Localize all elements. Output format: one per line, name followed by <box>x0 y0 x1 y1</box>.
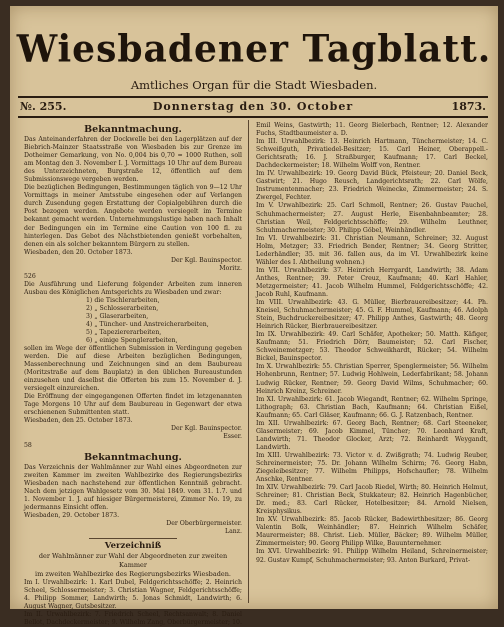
notice-paragraph: sollen im Wege der öffentlichen Submission in Verdingung gegeben werden. Die auf diese Arbeiten bezüglichen Bedingungen, Massenberechnung und Zeichnungen sind an dem Baubureau (Moritzstraße auf dem Bauplatz) in den üblichen Bureaustunden einzusehen und daselbst die Offerten bis zum 15. November d. J. versiegelt einzureichen. <box>24 344 242 393</box>
district-entry: Im VII. Urwahlbezirk: 37. Heinrich Herrgardt, Landwirth; 38. Adam Anthes, Rentner; 39. Peter Creuz, Kaufmann; 40. Karl Hahler, Metzgermeister; 41. Jacob Wilhelm Hummel, Feldgerichtsschöffe; 42. Jacob Ruhl, Kaufmann. <box>256 266 488 298</box>
district-entry: Im X. Urwahlbezirk: 55. Christian Sperrer, Spenglermeister; 56. Wilhelm Hohenbrunn, Rentner; 57. Ludwig Hohlwein, Lederfabrikant; 58. Johann Ludwig Rücker, Rentner; 59. Georg David Wilms, Schuhmacher; 60. Heinrich Kreinz, Schreiner. <box>256 363 488 395</box>
notice-signature: Der Oberbürgermeister. <box>166 519 242 527</box>
notice-date: Wiesbaden, 29. October 1873. <box>24 511 120 519</box>
issue-year: 1873. <box>451 100 486 113</box>
issue-date: Donnerstag den 30. October <box>152 100 354 113</box>
issue-number: №. 255. <box>20 100 67 113</box>
district-entry: Emil Weins, Gastwirth; 11. Georg Bielerbach, Rentner; 12. Alexander Fuchs, Stadtbaumeister a. D. <box>256 122 488 138</box>
notice-heading: Bekanntmachung. <box>84 124 182 135</box>
notice-signature-name: Moritz. <box>219 264 242 272</box>
district-entry: Im V. Urwahlbezirk: 25. Carl Schmoll, Rentner; 26. Gustav Pauchel, Schuhmachermeister; 27. August Herle, Eisenbahnbeamter; 28. Christian Weil, Feldgerichtsschöffe; 29. Wilhelm Leuthner, Schuhmachermeister; 30. Philipp Göbel, Weinhändler. <box>256 202 488 234</box>
notice-signature-name: Esser. <box>223 433 242 441</box>
notice-paragraph: Die bezüglichen Bedingungen, Bestimmungen täglich von 9—12 Uhr Vormittags in meiner Amtsstube eingesehen oder auf Verlangen durch Zusendung gegen Erstattung der Copialgebühren durch die Post bezogen werden. Angebote werden versiegelt im Termine bekannt gemacht werden. Unternehmungslustige haben nach Inhalt der Bedingungen ein im Termine eine Caution von 100 fl. zu hinterlegen. Das Gebot des Nächstbietenden genießt vorbehalten, denen ein als solcher bekanntem Bürgern zu stellen. <box>24 184 242 248</box>
work-item: 4) „ Tüncher- und Anstreicherarbeiten, <box>86 320 209 328</box>
district-entry: Im XII. Urwahlbezirk: 67. Georg Bach, Rentner; 68. Carl Steeneker, Glasermeister; 69. Jacob Kimmel, Tüncher; 70. Leonhard Kraft, Landwirth; 71. Theodor Glocker, Arzt; 72. Reinhardt Weygandt, Landwirth. <box>256 419 488 451</box>
work-list <box>24 297 242 345</box>
notice-heading: Bekanntmachung. <box>84 451 182 463</box>
list-subheading: der Wahlmänner zur Wahl der Abgeordneten zur zweiten Kammer <box>38 551 228 569</box>
notice-number: 58 <box>24 441 32 449</box>
notice-signature: Der Kgl. Bauinspector. <box>171 256 242 264</box>
work-item: 6) „ einige Spenglerarbeiten, <box>86 336 178 344</box>
notice-paragraph: Die Eröffnung der eingegangenen Offerten findet im letzgenannten Tage Morgens 10 Uhr auf dem Baubureau in Gegenwart der etwa erschienenen Submittenten statt. <box>24 393 242 417</box>
masthead-subtitle: Amtliches Organ für die Stadt Wiesbaden. <box>130 78 378 92</box>
notice-date: Wiesbaden, den 25. October 1873. <box>24 417 133 425</box>
work-item: 1) die Tischlerarbeiten, <box>86 296 160 304</box>
left-column <box>24 122 242 627</box>
district-entry: Im I. Urwahlbezirk: 1. Karl Dubel, Feldgerichtsschöffe; 2. Heinrich Scheel, Schlossermeister; 3. Christian Wagner, Feldgerichtsschöffe; 4. Philipp Sommer, Landwirth; 5. Jonas Schmidt, Landwirth; 6. August Wagner, Gutsbesitzer. <box>24 578 242 611</box>
list-subheading: im zweiten Wahlbezirke des Regierungsbezirks Wiesbaden. <box>35 569 231 578</box>
notice-paragraph: Das Anteinanderfahren der Dockwelle bei den Lagerplätzen auf der Biebrich-Mainzer Staatsstraße von Wiesbaden bis zur Grenze im Dotheimer Gemarkung, von No. 0,004 bis 0,70 = 1000 Ruthen, soll am Montag den 3. November I. J. Vormittags 10 Uhr auf dem Bureau des Unterzeichneten, Burgstraße 12, öffentlich auf dem Submissionswege vergeben werden. <box>24 136 242 184</box>
notice-paragraph: Die Ausführung und Lieferung folgender Arbeiten zum inneren Ausbau des Königlichen Amtsgerichts zu Wiesbaden und zwar: <box>24 280 242 296</box>
district-entry: Im XV. Urwahlbezirk: 85. Jacob Rücker, Badewirthbesitzer; 86. Georg Valentin Bolk, Weinhändler; 87. Heinrich Wilhelm Schäfer, Maurermeister; 88. Christ. Lieb. Müller, Bäcker; 89. Wilhelm Müller, Zimmermeister; 90. Georg Philipp Wilke, Bauunternehmer. <box>256 516 488 548</box>
district-entry: Im XIV. Urwahlbezirk: 79. Carl Jacob Riedel, Wirth; 80. Heinrich Helmut, Schreiner; 81. Christian Beck, Stukkateur; 82. Heinrich Hagenbücher, Dr. med.; 83. Carl Rücker, Hotelbesitzer; 84. Arnold Nielsen, Kreisphysikus. <box>256 484 488 516</box>
work-item: 3) „ Glaserarbeiten, <box>86 312 149 320</box>
newspaper-page <box>10 6 498 627</box>
right-column <box>256 122 488 605</box>
district-entry: Im IX. Urwahlbezirk: 49. Carl Schäfer, Apotheker; 50. Matth. Käfiger, Kaufmann; 51. Friedrich Dörr, Baumeister; 52. Carl Fischer, Schweinemetzger; 53. Theodor Schweikhardt, Rücker; 54. Wilhelm Bickel, Bauinspector. <box>256 331 488 363</box>
notice-signature: Der Kgl. Bauinspector. <box>171 425 242 433</box>
notice-paragraph: Das Verzeichnis der Wahlmänner zur Wahl eines Abgeordneten zur zweiten Kammer im zweiten Wahlbezirke des Regierungsbezirks Wiesbaden nach nachstehend zur öffentlichen Kenntniß gebracht. Nach dem jetzigen Wahlgesetz vom 30. Mai 1849. vom 31. 1.7. und 1. November 1. J. auf hiesiger Bürgermeisterei, Zimmer No. 19, zu jedermanns Einsicht offen. <box>24 463 242 511</box>
dateline <box>18 96 488 118</box>
masthead-title: Wiesbadener Tagblatt. <box>16 26 492 72</box>
district-entry: Im III. Urwahlbezirk: 13. Heinrich Hartmann, Tünchermeister; 14. C. Schweißguth, Privatiedel-Besitzer; 15. Carl Heiner, Oberappell.-Gerichtsrath; 16. J. Straßburger, Kaufmann; 17. Carl Beckel, Dachdeckermeister; 18. Wilhelm Wolff von, Rentner. <box>256 138 488 170</box>
notice-number: 526 <box>24 272 36 280</box>
district-entry: Im II. Urwahlbezirk: 7. Friedrich Scheel, Rechtsanwalt; 8. Daniel Bellot, Dachdeckermeister; 9. Wilhelm Zang, Oberbürgermeister; 10. <box>24 611 242 627</box>
notice-signature-name: Lanz. <box>224 527 242 535</box>
work-item: 2) „ Schlosserarbeiten, <box>86 304 159 312</box>
column-divider <box>248 120 249 603</box>
work-item: 5) „ Tapeziererarbeiten, <box>86 328 162 336</box>
list-heading: Verzeichniß <box>104 540 162 551</box>
notice-date: Wiesbaden, den 20. October 1873. <box>24 248 133 256</box>
district-entry: Im VI. Urwahlbezirk: 31. Christian Neumann, Schreiner; 32. August Holm, Metzger; 33. Friedrich Bender, Rentner; 34. Georg Stritter, Lederhändler; 35. mit 36. fallen aus, da im VI. Urwahlbezirk keine Wähler des I. Abtheilung wohnen.) <box>256 234 488 266</box>
district-entry: Im XI. Urwahlbezirk: 61. Jacob Wiegandt, Rentner; 62. Wilhelm Springe, Lithograph; 63. Christian Bach, Kaufmann; 64. Christian Eißel, Kaufmann; 65. Carl Gläser, Kaufmann; 66. G. J. Ratzenbach, Rentner. <box>256 395 488 419</box>
district-entry: Im XVI. Urwahlbezirk: 91. Philipp Wilhelm Heiland, Schreinermeister; 92. Gustav Kumpf, Schuhmachermeister; 93. Anton Burkard, Privat- <box>256 548 488 564</box>
separator-rule <box>89 538 176 539</box>
district-entry: Im IV. Urwahlbezirk: 19. Georg David Bück, Pfeisteur; 20. Daniel Beck, Gastwirt; 21. Hugo Reusch, Landgerichtsrath; 22. Carl Wölfe, Instrumentenmacher; 23. Friedrich Weinecke, Zimmermeister; 24. S. Zwergel, Fechter. <box>256 170 488 202</box>
district-entry: Im XIII. Urwahlbezirk: 73. Victor v. d. Zwißgrath; 74. Ludwig Reuber, Schreinermeister; 75. Dr. Johann Wilhelm Schirm; 76. Georg Habn, Ziegeleibesitzer; 77. Wilhelm Philipps, Hofschaufler; 78. Wilhelm Anschke, Rentner. <box>256 451 488 484</box>
district-entry: Im VIII. Urwahlbezirk: 43. G. Müller, Bierbrauereibesitzer; 44. Ph. Kneisel, Schuhmachermeister; 45. G. F. Hummel, Kaufmann; 46. Adolph Stein, Buchdruckereibesitzer; 47. Philipp Anthes, Gastwirth; 48. Georg Heinrich Rücker, Bierbrauereibesitzer. <box>256 299 488 331</box>
